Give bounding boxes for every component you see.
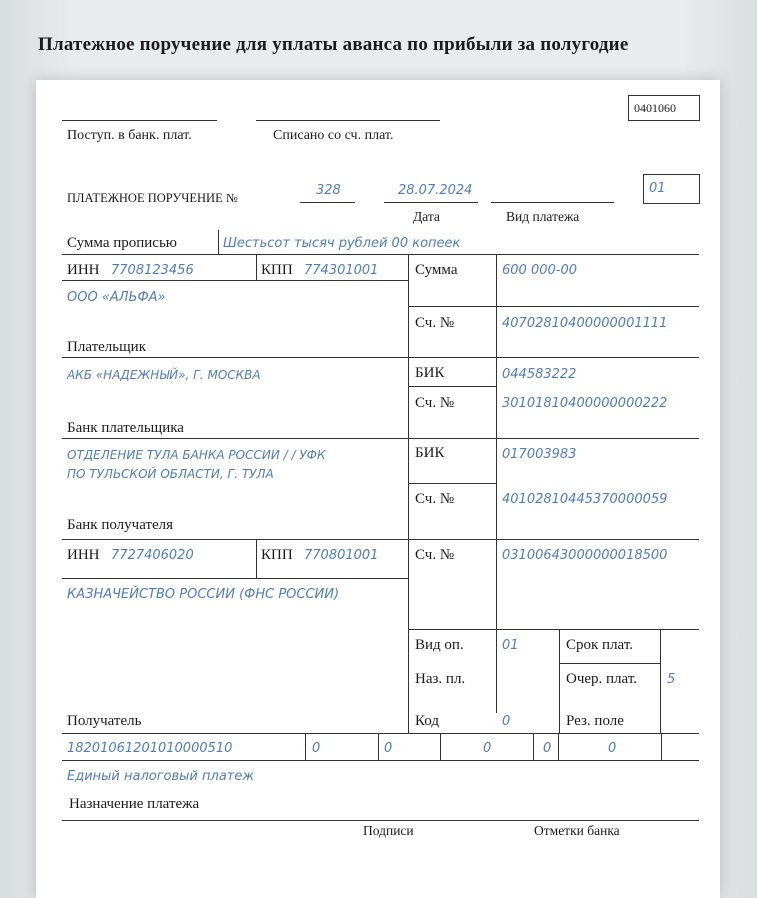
amount-words: Шестьсот тысяч рублей 00 копеек bbox=[223, 236, 461, 251]
payer-bank-account-label: Сч. № bbox=[415, 395, 455, 411]
oktmo-value: 0 bbox=[312, 741, 321, 756]
date-label: Дата bbox=[413, 209, 440, 224]
payer-label: Плательщик bbox=[67, 339, 146, 355]
received-label: Поступ. в банк. плат. bbox=[67, 128, 192, 143]
debited-label: Списано со сч. плат. bbox=[273, 128, 394, 143]
recipient-bank-label: Банк получателя bbox=[67, 517, 174, 533]
recipient-inn: 7727406020 bbox=[111, 548, 194, 563]
payer-kpp-label: КПП bbox=[261, 262, 293, 278]
doc-date-value: 0 bbox=[608, 741, 617, 756]
purpose-label: Назначение платежа bbox=[69, 796, 200, 812]
period-value: 0 bbox=[483, 741, 492, 756]
basis-value: 0 bbox=[384, 741, 393, 756]
recipient-inn-label: ИНН bbox=[67, 547, 100, 563]
payer-account: 40702810400000001111 bbox=[502, 316, 668, 331]
page-title: Платежное поручение для уплаты аванса по прибыли за полугодие bbox=[38, 34, 629, 55]
sum-label: Сумма bbox=[415, 262, 458, 278]
payer-name: ООО «АЛЬФА» bbox=[67, 290, 166, 305]
recipient-kpp: 770801001 bbox=[304, 548, 379, 563]
recipient-bank-name-line1: ОТДЕЛЕНИЕ ТУЛА БАНКА РОССИИ / / УФК bbox=[67, 448, 326, 462]
purpose-code-label: Наз. пл. bbox=[415, 671, 466, 687]
payer-account-label: Сч. № bbox=[415, 315, 455, 331]
priority-value: 5 bbox=[667, 672, 676, 687]
recipient-kpp-label: КПП bbox=[261, 547, 293, 563]
payer-kpp: 774301001 bbox=[304, 263, 379, 278]
payment-order-form bbox=[36, 80, 720, 898]
order-date: 28.07.2024 bbox=[398, 183, 473, 198]
payer-bank-bik: 044583222 bbox=[502, 367, 577, 382]
payer-bank-name: АКБ «НАДЕЖНЫЙ», Г. МОСКВА bbox=[67, 368, 261, 382]
recipient-bank-bik-label: БИК bbox=[415, 445, 445, 461]
reserve-label: Рез. поле bbox=[566, 713, 624, 729]
doc-number-value: 0 bbox=[543, 741, 552, 756]
recipient-bank-bik: 017003983 bbox=[502, 447, 577, 462]
recipient-bank-account-label: Сч. № bbox=[415, 491, 455, 507]
recipient-account-label: Сч. № bbox=[415, 547, 455, 563]
kbk-value: 18201061201010000510 bbox=[67, 741, 233, 756]
payment-type-label: Вид платежа bbox=[506, 209, 580, 224]
sum-value: 600 000-00 bbox=[502, 263, 577, 278]
status-value: 01 bbox=[649, 181, 666, 196]
payer-bank-account: 30101810400000000222 bbox=[502, 396, 668, 411]
signatures-label: Подписи bbox=[363, 823, 414, 838]
payer-bank-bik-label: БИК bbox=[415, 365, 445, 381]
recipient-bank-account: 40102810445370000059 bbox=[502, 492, 668, 507]
recipient-name: КАЗНАЧЕЙСТВО РОССИИ (ФНС РОССИИ) bbox=[67, 587, 340, 602]
term-label: Срок плат. bbox=[566, 637, 634, 653]
op-type-label: Вид оп. bbox=[415, 637, 464, 653]
payer-bank-label: Банк плательщика bbox=[67, 420, 184, 436]
bank-marks-label: Отметки банка bbox=[534, 823, 620, 838]
payer-inn-label: ИНН bbox=[67, 262, 100, 278]
code-value: 0 bbox=[502, 714, 511, 729]
recipient-bank-name-line2: ПО ТУЛЬСКОЙ ОБЛАСТИ, Г. ТУЛА bbox=[67, 467, 274, 481]
op-type: 01 bbox=[502, 638, 519, 653]
amount-words-label: Сумма прописью bbox=[67, 235, 178, 251]
payer-inn: 7708123456 bbox=[111, 263, 194, 278]
order-label: ПЛАТЕЖНОЕ ПОРУЧЕНИЕ № bbox=[67, 191, 238, 205]
recipient-account: 03100643000000018500 bbox=[502, 548, 668, 563]
code-label: Код bbox=[415, 713, 439, 729]
purpose-text: Единый налоговый платеж bbox=[67, 769, 255, 784]
form-code: 0401060 bbox=[634, 101, 676, 115]
order-number: 328 bbox=[316, 183, 341, 198]
recipient-label: Получатель bbox=[67, 713, 142, 729]
priority-label: Очер. плат. bbox=[566, 671, 637, 687]
